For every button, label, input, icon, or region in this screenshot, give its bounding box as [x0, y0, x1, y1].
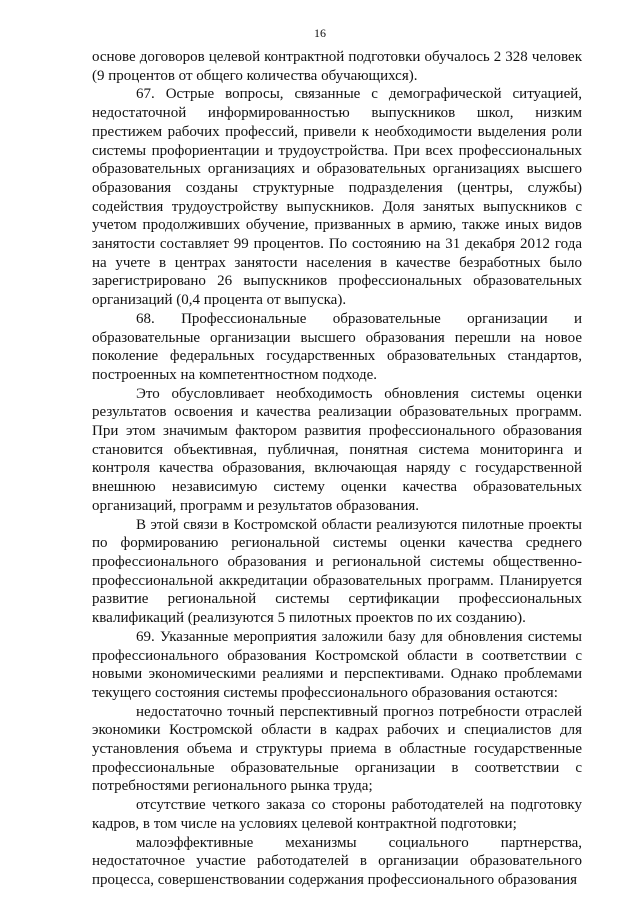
page-number: 16 — [314, 26, 326, 40]
list-item-social-partnership: малоэффективные механизмы социального партнерства, недостаточное участие работодателей в организации образовательного процесса, совершенствовании содержания профессионального образования — [92, 834, 582, 888]
paragraph-continuation: основе договоров целевой контрактной подготовки обучалось 2 328 человек (9 процентов от общего количества обучающихся). — [92, 49, 582, 84]
paragraph-69: 69. Указанные мероприятия заложили базу для обновления системы профессионального образования Костромской области в соответствии с новыми экономическими реалиями и перспективами. Однако проблемами текущего состояния системы профессионального образования остаются: — [92, 628, 582, 701]
paragraph-assessment-update: Это обусловливает необходимость обновления системы оценки результатов освоения и качества реализации образовательных программ. При этом значимым фактором развития профессионального образования становится объективная, публичная, понятная система мониторинга и контроля качества образования, включающая наряду с государственной внешнюю независимую систему оценки качества образовательных организаций, программ и результатов образования. — [92, 385, 582, 514]
paragraph-68: 68. Профессиональные образовательные организации и образовательные организации высшего образования перешли на новое поколение федеральных государственных образовательных стандартов, построенных на компетентностном подходе. — [92, 310, 582, 383]
list-item-employer-order: отсутствие четкого заказа со стороны работодателей на подготовку кадров, в том числе на условиях целевой контрактной подготовки; — [92, 797, 582, 832]
document-body — [92, 48, 582, 890]
paragraph-pilot-projects: В этой связи в Костромской области реализуются пилотные проекты по формированию региональной системы оценки качества среднего профессионального образования и региональной системы общественно-профессиональной аккредитации образовательных программ. Планируется развитие региональной системы сертификации профессиональных квалификаций (реализуются 5 пилотных проектов по их созданию). — [92, 516, 582, 627]
list-item-forecast: недостаточно точный перспективный прогноз потребности отраслей экономики Костромской области в кадрах рабочих и специалистов для установления объема и структуры приема в областные государственные профессиональные образовательные организации в соответствии с потребностями регионального рынка труда; — [92, 703, 582, 795]
paragraph-67: 67. Острые вопросы, связанные с демографической ситуацией, недостаточной информированностью выпускников школ, низким престижем рабочих профессий, привели к необходимости выделения роли системы профориентации и трудоустройства. При всех профессиональных образовательных организациях и образовательных организациях высшего образования созданы структурные подразделения (центры, службы) содействия трудоустройству выпускников. Доля занятых выпускников с учетом продолживших обучение, призванных в армию, также иных видов занятости составляет 99 процентов. По состоянию на 31 декабря 2012 года на учете в центрах занятости населения в качестве безработных было зарегистрировано 26 выпускников профессиональных образовательных организаций (0,4 процента от выпуска). — [92, 86, 582, 309]
